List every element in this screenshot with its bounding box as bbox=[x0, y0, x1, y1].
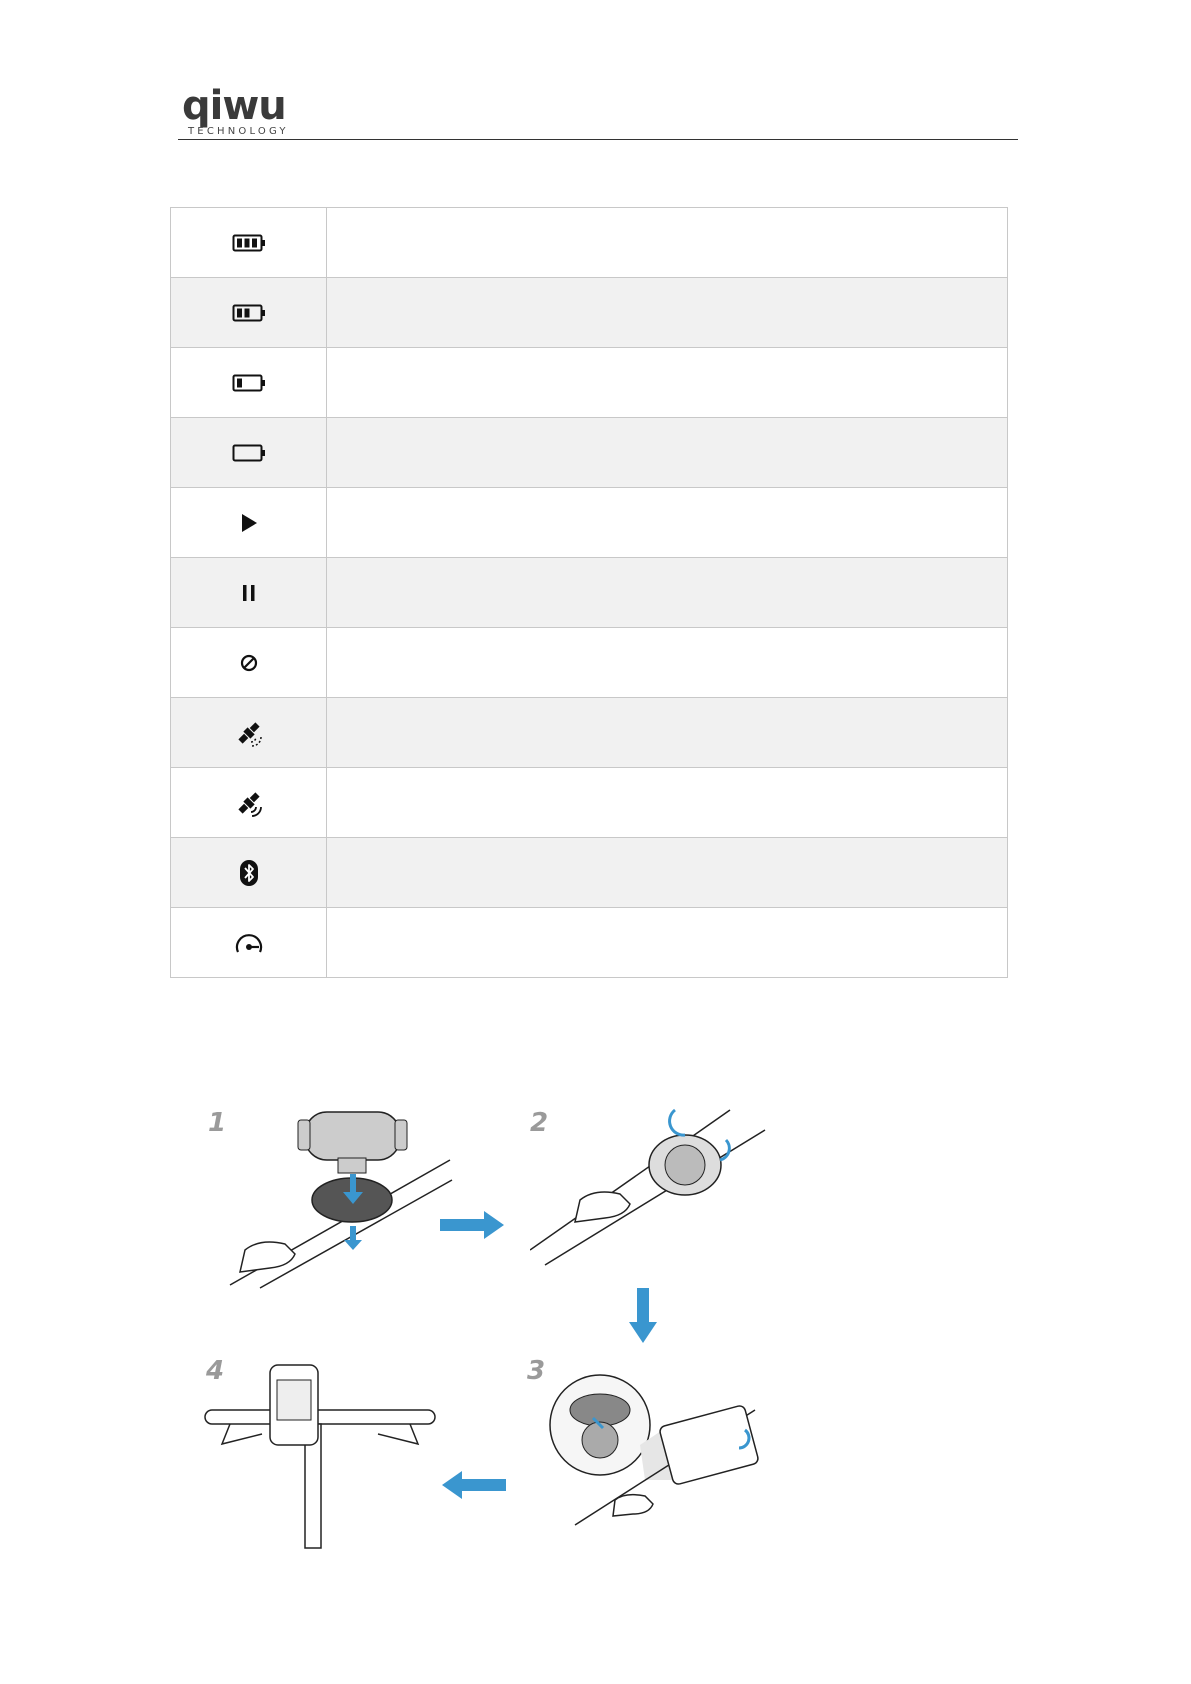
arrow-down-icon bbox=[628, 1288, 658, 1344]
table-row bbox=[171, 278, 1008, 348]
icon-description bbox=[327, 908, 1008, 978]
icon-description bbox=[327, 348, 1008, 418]
battery-one-third-icon bbox=[232, 373, 266, 393]
table-row bbox=[171, 488, 1008, 558]
step-3-illustration bbox=[545, 1370, 775, 1530]
icon-description bbox=[327, 628, 1008, 698]
stop-icon bbox=[238, 652, 260, 674]
header-divider bbox=[178, 139, 1018, 140]
speedometer-icon bbox=[233, 931, 265, 955]
icon-description bbox=[327, 838, 1008, 908]
icon-description bbox=[327, 768, 1008, 838]
bluetooth-icon bbox=[237, 859, 261, 887]
step-number: 4 bbox=[206, 1356, 225, 1386]
step-2-illustration bbox=[530, 1100, 770, 1270]
icon-description bbox=[327, 558, 1008, 628]
step-number: 2 bbox=[530, 1108, 549, 1138]
table-row bbox=[171, 768, 1008, 838]
arrow-right-icon bbox=[440, 1210, 506, 1240]
battery-full-icon bbox=[232, 233, 266, 253]
table-row bbox=[171, 628, 1008, 698]
table-row bbox=[171, 698, 1008, 768]
pause-icon bbox=[238, 582, 260, 604]
table-row bbox=[171, 908, 1008, 978]
gps-searching-icon bbox=[234, 718, 264, 748]
table-row bbox=[171, 418, 1008, 488]
icon-description bbox=[327, 278, 1008, 348]
table-row bbox=[171, 208, 1008, 278]
battery-two-thirds-icon bbox=[232, 303, 266, 323]
logo-subtitle: TECHNOLOGY bbox=[188, 126, 289, 137]
step-1-illustration bbox=[220, 1100, 460, 1290]
step-number: 3 bbox=[527, 1356, 546, 1386]
icon-legend-table bbox=[170, 207, 1008, 978]
step-4-illustration bbox=[200, 1360, 440, 1550]
installation-steps bbox=[190, 1100, 790, 1550]
table-row bbox=[171, 348, 1008, 418]
table-row bbox=[171, 558, 1008, 628]
gps-signal-icon bbox=[234, 788, 264, 818]
table-row bbox=[171, 838, 1008, 908]
icon-description bbox=[327, 488, 1008, 558]
icon-description bbox=[327, 208, 1008, 278]
icon-description bbox=[327, 698, 1008, 768]
icon-description bbox=[327, 418, 1008, 488]
arrow-left-icon bbox=[440, 1470, 506, 1500]
play-icon bbox=[238, 512, 260, 534]
brand-logo bbox=[180, 83, 290, 138]
battery-empty-icon bbox=[232, 443, 266, 463]
logo-wordmark: qiwu bbox=[182, 83, 286, 129]
step-number: 1 bbox=[208, 1108, 227, 1138]
